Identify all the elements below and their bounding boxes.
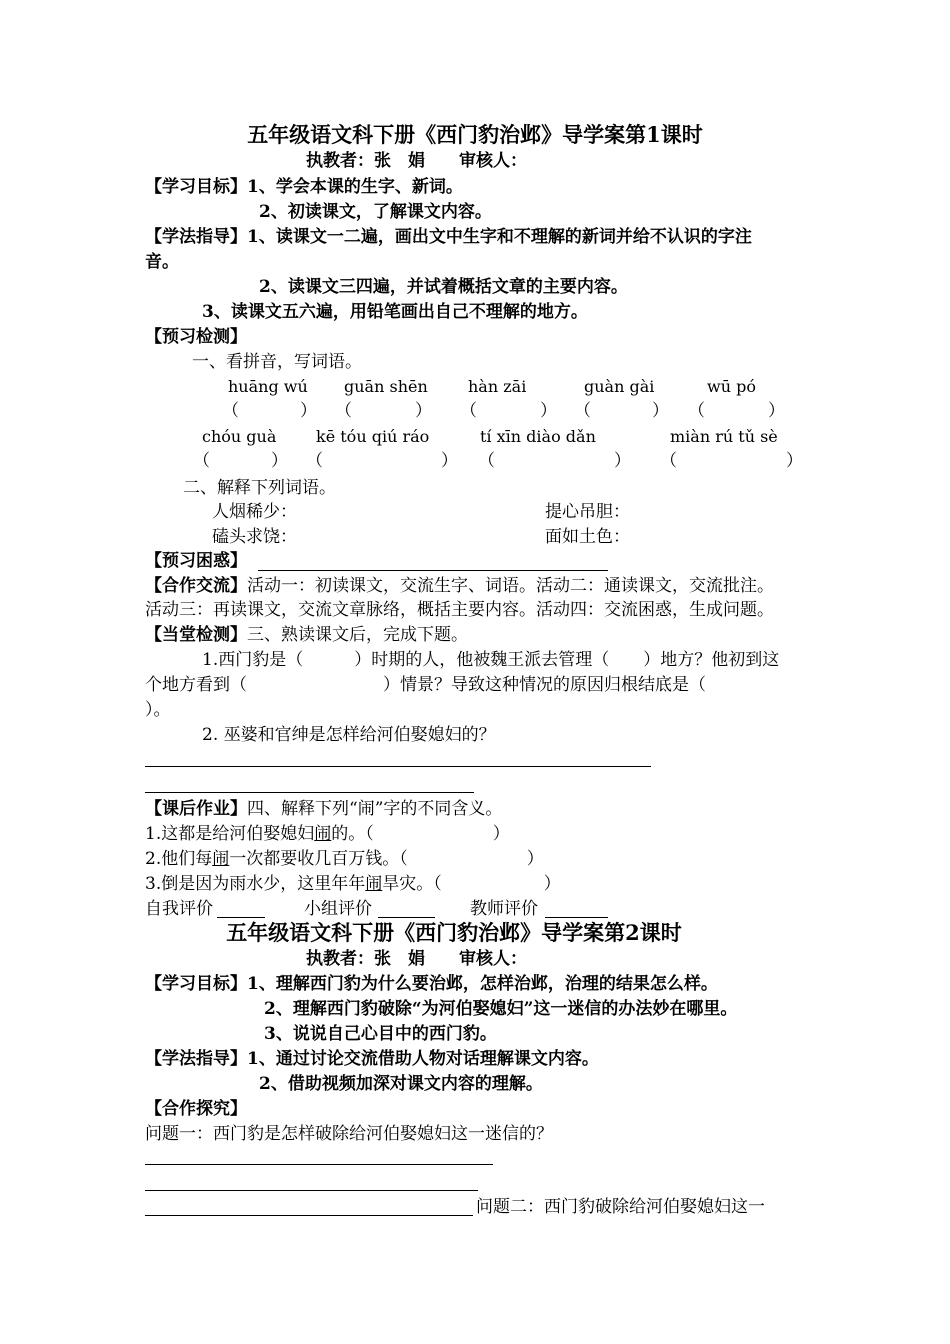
- answer-line: [145, 1164, 493, 1165]
- hw-text: 一次都要收几百万钱。（ ）: [229, 849, 544, 869]
- lesson1-method: [145, 225, 752, 249]
- answer-paren-close: ）: [786, 451, 803, 471]
- answer-line: [145, 1215, 473, 1216]
- eval-group-label: 小组评价: [304, 899, 372, 919]
- method-1: 1、通过讨论交流借助人物对话理解课文内容。: [247, 1049, 599, 1069]
- method-label: 【学法指导】: [145, 227, 247, 247]
- answer-paren-close: ）: [415, 401, 432, 421]
- goal-3: 3、说说自己心目中的西门豹。: [264, 1024, 497, 1044]
- check-q1-line-3: ）。: [145, 700, 171, 720]
- goals-label: 【学习目标】: [145, 974, 247, 994]
- lesson1-teacher-line: 执教者：张 娟 审核人：: [306, 151, 527, 171]
- pinyin-word: miàn rú tǔ sè: [670, 427, 778, 446]
- answer-paren-open: （: [574, 401, 591, 421]
- answer-paren-open: （: [460, 401, 477, 421]
- lesson2-title: 五年级语文科下册《西门豹治邺》导学案第2课时: [226, 920, 682, 945]
- preview-label: 【预习检测】: [145, 327, 247, 347]
- goal-2: 2、初读课文，了解课文内容。: [259, 202, 492, 222]
- eval-teacher-blank: [545, 917, 608, 918]
- goal-1: 1、理解西门豹为什么要治邺，怎样治邺，治理的结果怎么样。: [247, 974, 718, 994]
- question-1: 问题一：西门豹是怎样破除给河伯娶媳妇这一迷信的？: [145, 1124, 553, 1144]
- answer-line: [145, 766, 651, 767]
- answer-paren-open: （: [306, 451, 323, 471]
- answer-paren-open: （: [222, 401, 239, 421]
- goal-1: 1、学会本课的生字、新词。: [247, 177, 463, 197]
- answer-line: [145, 1190, 478, 1191]
- word-item: 提心吊胆：: [545, 502, 630, 522]
- homework-item-1: [145, 822, 510, 846]
- answer-paren-close: ）: [300, 401, 317, 421]
- check-q1-line-2: 个地方看到（ ）情景？导致这种情况的原因归根结底是（: [145, 675, 706, 695]
- check-intro: 三、熟读课文后，完成下题。: [247, 625, 468, 645]
- answer-line: [145, 792, 474, 793]
- coop-text-1: 活动一：初读课文，交流生字、词语。活动二：通读课文，交流批注。: [247, 576, 774, 596]
- pinyin-word: huāng wú: [228, 377, 308, 396]
- method-label: 【学法指导】: [145, 1049, 247, 1069]
- answer-paren-open: （: [688, 401, 705, 421]
- pinyin-word: guàn gài: [584, 377, 655, 396]
- pinyin-word: kē tóu qiú ráo: [316, 427, 430, 446]
- hw-text: 旱灾。（ ）: [382, 874, 561, 894]
- coop-line-1: [145, 574, 774, 598]
- answer-paren-close: ）: [540, 401, 557, 421]
- goals-label: 【学习目标】: [145, 177, 247, 197]
- answer-paren-close: ）: [652, 401, 669, 421]
- pinyin-word: chóu guà: [202, 427, 277, 446]
- pinyin-word: tí xīn diào dǎn: [480, 427, 596, 446]
- homework-item-2: [145, 847, 544, 871]
- question-2-heading: 二、解释下列词语。: [183, 478, 336, 498]
- check-q2: 2. 巫婆和官绅是怎样给河伯娶媳妇的？: [202, 725, 496, 745]
- word-item: 面如土色：: [545, 527, 630, 547]
- pinyin-word: wū pó: [707, 377, 756, 396]
- lesson1-goals: [145, 175, 463, 199]
- word-item: 人烟稀少：: [212, 502, 297, 522]
- answer-paren-open: （: [335, 401, 352, 421]
- hw-text: 2.他们每: [145, 849, 213, 869]
- method-2: 2、读课文三四遍，并试着概括文章的主要内容。: [259, 277, 628, 297]
- check-label: 【当堂检测】: [145, 625, 247, 645]
- homework-label: 【课后作业】: [145, 799, 247, 819]
- coop-label: 【合作交流】: [145, 576, 247, 596]
- hw-text: 3.倒是因为雨水少，这里年年: [145, 874, 366, 894]
- answer-paren-close: ）: [768, 401, 785, 421]
- homework-item-3: [145, 872, 561, 896]
- answer-paren-close: ）: [271, 451, 288, 471]
- eval-teacher-label: 教师评价: [470, 899, 538, 919]
- explore-label: 【合作探究】: [145, 1099, 247, 1119]
- answer-line: [258, 570, 608, 571]
- method-3: 3、读课文五六遍，用铅笔画出自己不理解的地方。: [202, 302, 588, 322]
- goal-2: 2、理解西门豹破除“为河伯娶媳妇”这一迷信的办法妙在哪里。: [264, 999, 738, 1019]
- lesson1-title: 五年级语文科下册《西门豹治邺》导学案第1课时: [247, 122, 703, 147]
- eval-group-blank: [378, 917, 435, 918]
- homework-line: [145, 797, 502, 821]
- lesson2-method: [145, 1047, 599, 1071]
- homework-intro: 四、解释下列“闹”字的不同含义。: [247, 799, 503, 819]
- eval-self-blank: [217, 917, 265, 918]
- doubt-label: 【预习困惑】: [145, 551, 247, 571]
- pinyin-word: guān shēn: [344, 377, 428, 396]
- coop-line-2: 活动三：再读课文，交流文章脉络，概括主要内容。活动四：交流困惑，生成问题。: [145, 600, 774, 620]
- pinyin-word: hàn zāi: [468, 377, 527, 396]
- method-1-cont: 音。: [145, 252, 179, 272]
- question-2: 问题二：西门豹破除给河伯娶媳妇这一: [476, 1197, 765, 1217]
- answer-paren-close: ）: [614, 451, 631, 471]
- answer-paren-open: （: [660, 451, 677, 471]
- method-2: 2、借助视频加深对课文内容的理解。: [259, 1074, 543, 1094]
- method-1: 1、读课文一二遍，画出文中生字和不理解的新词并给不认识的字注: [247, 227, 752, 247]
- check-q1-line-1: 1.西门豹是（ ）时期的人，他被魏王派去管理（ ）地方？他初到这: [202, 650, 780, 670]
- hw-key-char: 闹: [212, 849, 230, 869]
- hw-key-char: 闹: [314, 824, 332, 844]
- hw-key-char: 闹: [365, 874, 383, 894]
- lesson2-teacher-line: 执教者：张 娟 审核人：: [306, 949, 527, 969]
- hw-text: 1.这都是给河伯娶媳妇: [145, 824, 315, 844]
- lesson2-goals: [145, 972, 718, 996]
- hw-text: 的。（ ）: [331, 824, 510, 844]
- answer-paren-close: ）: [441, 451, 458, 471]
- eval-self-label: 自我评价: [145, 899, 213, 919]
- check-line: [145, 623, 468, 647]
- question-1-heading: 一、看拼音，写词语。: [192, 352, 362, 372]
- answer-paren-open: （: [478, 451, 495, 471]
- word-item: 磕头求饶：: [212, 527, 297, 547]
- answer-paren-open: （: [193, 451, 210, 471]
